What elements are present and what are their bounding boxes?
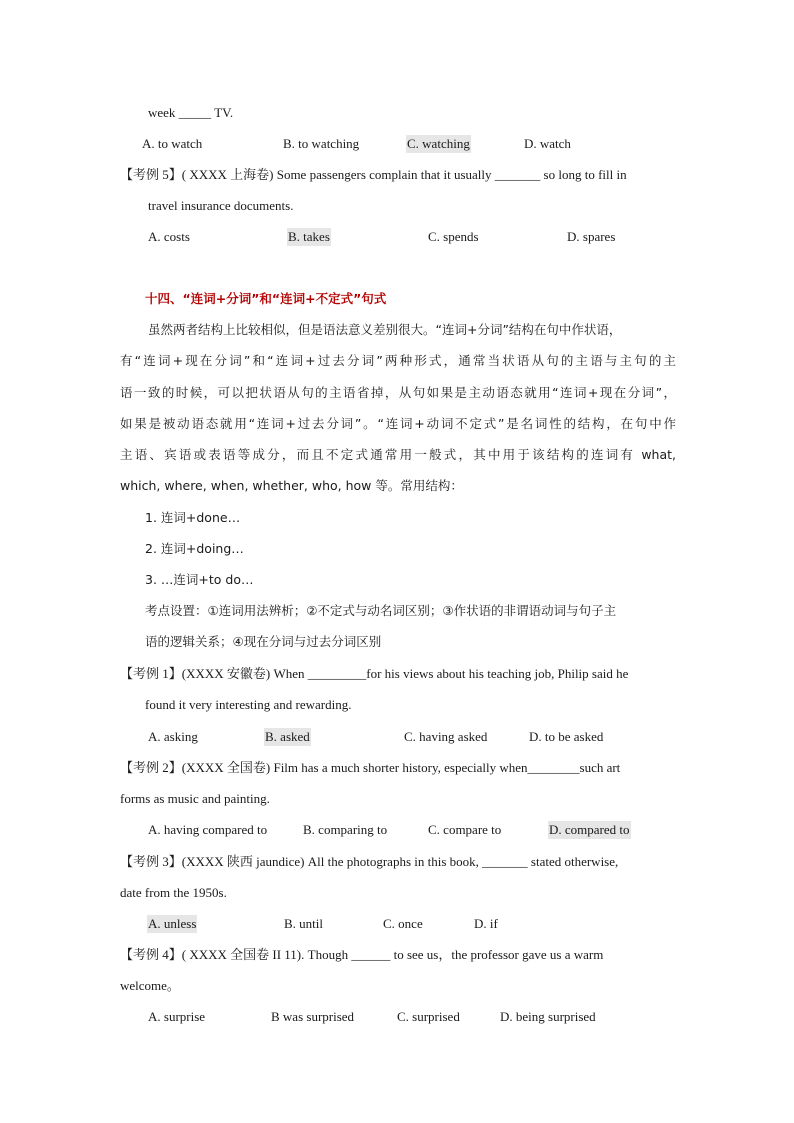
list-item: 3. …连词+to do… <box>145 572 254 587</box>
paragraph-line: 虽然两者结构上比较相似，但是语法意义差别很大。“连词+分词”结构在句中作状语， <box>148 322 622 337</box>
question-stem-line: 【考例 4】( XXXX 全国卷 II 11). Though ______ to see us，the professor gave us a warm <box>120 947 604 962</box>
question-stem-line: 【考例 1】(XXXX 安徽卷) When _________for his views about his teaching job, Philip said he <box>120 666 629 681</box>
question-stem-line: travel insurance documents. <box>148 198 294 213</box>
option-d: D. if <box>474 916 498 931</box>
question-stem-line: date from the 1950s. <box>120 885 227 900</box>
option-c: C. spends <box>428 229 479 244</box>
option-a: A. to watch <box>142 136 203 151</box>
option-b-answer: B. takes <box>288 229 330 244</box>
option-b: B. comparing to <box>303 822 388 837</box>
paragraph-line: 主语、宾语或表语等成分，而且不定式通常用一般式，其中用于该结构的连词有 what, <box>120 447 676 462</box>
key-points-line: 考点设置：①连词用法辨析；②不定式与动名词区别；③作状语的非谓语动词与句子主 <box>145 603 617 618</box>
option-a: A. surprise <box>148 1009 206 1024</box>
option-b: B. to watching <box>283 136 360 151</box>
option-c: C. compare to <box>428 822 502 837</box>
paragraph-line: 如果是被动语态就用“连词+过去分词”。“连词+动词不定式”是名词性的结构，在句中作 <box>120 416 676 431</box>
option-c-answer: C. watching <box>407 136 470 151</box>
list-item: 2. 连词+doing… <box>145 541 244 556</box>
option-d: D. to be asked <box>529 729 604 744</box>
section-heading: 十四、“连词+分词”和“连词+不定式”句式 <box>145 291 387 306</box>
option-a-answer: A. unless <box>148 916 197 931</box>
option-c: C. once <box>383 916 423 931</box>
paragraph-line: which, where, when, whether, who, how 等。常用结构： <box>120 478 463 493</box>
key-points-line: 语的逻辑关系；④现在分词与过去分词区别 <box>145 634 382 649</box>
question-stem-line: 【考例 3】(XXXX 陕西 jaundice) All the photographs in this book, _______ stated otherwise, <box>120 854 619 869</box>
paragraph-line: 语一致的时候，可以把状语从句的主语省掉，从句如果是主动语态就用“连词+现在分词”， <box>120 385 676 400</box>
option-b: B was surprised <box>271 1009 355 1024</box>
option-d: D. spares <box>567 229 616 244</box>
option-a: A. having compared to <box>148 822 268 837</box>
list-item: 1. 连词+done… <box>145 510 241 525</box>
question-stem-line: 【考例 2】(XXXX 全国卷) Film has a much shorter history, especially when________such art <box>120 760 621 775</box>
option-b-answer: B. asked <box>265 729 310 744</box>
paragraph-line: 有“连词+现在分词”和“连词+过去分词”两种形式，通常当状语从句的主语与主句的主 <box>120 353 676 368</box>
option-b: B. until <box>284 916 324 931</box>
option-d: D. being surprised <box>500 1009 596 1024</box>
option-a: A. costs <box>148 229 190 244</box>
option-c: C. having asked <box>404 729 488 744</box>
question-stem-line: 【考例 5】( XXXX 上海卷) Some passengers complain that it usually _______ so long to fill in <box>120 167 627 182</box>
option-a: A. asking <box>148 729 198 744</box>
question-stem-line: welcome。 <box>120 978 180 993</box>
option-d: D. watch <box>524 136 571 151</box>
question-stem-line: forms as music and painting. <box>120 791 270 806</box>
option-d-answer: D. compared to <box>549 822 630 837</box>
question-stem-line: week _____ TV. <box>148 105 234 120</box>
option-c: C. surprised <box>397 1009 460 1024</box>
question-stem-line: found it very interesting and rewarding. <box>145 697 352 712</box>
